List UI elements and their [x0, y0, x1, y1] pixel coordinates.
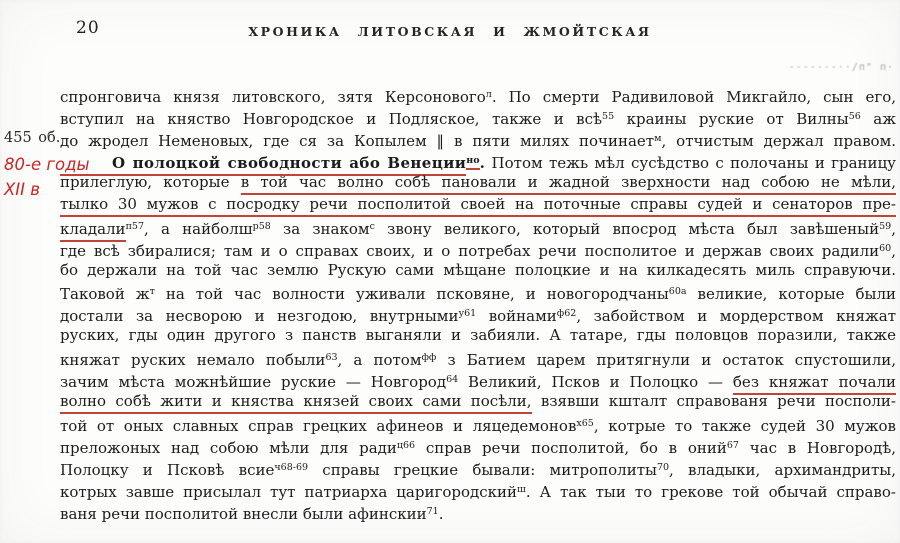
- underlined-text: в той час волно собѣ пановали и жадной зверхности над собою не мѣли,: [241, 173, 896, 195]
- footnote-marker: 67: [726, 440, 739, 451]
- folio-note: 455 об.: [4, 130, 61, 146]
- text-run: Таковой ж: [60, 285, 150, 304]
- text-line: [60, 194, 896, 216]
- text-line: [60, 238, 896, 260]
- footnote-marker: фф: [421, 352, 437, 364]
- underlined-text: волно собѣ жити и княства князей своих сами посѣли,: [60, 392, 532, 414]
- text-run: на той час волности уживали псковяне, и новогородчаны: [154, 285, 669, 304]
- text-run: ваня речи посполитой внесли были афинскии: [60, 504, 427, 523]
- text-run: вступил на княство Новгородское и Подляское, также и всѣ: [60, 109, 603, 128]
- text-run: , забойством и мордерством княжат: [576, 307, 896, 326]
- footnote-marker: 70: [656, 461, 670, 473]
- page-number: 20: [76, 18, 100, 38]
- text-run: прилеглую, которые: [60, 172, 241, 191]
- footnote-marker: х65: [576, 418, 594, 430]
- text-run: ,: [891, 219, 896, 238]
- text-line: [60, 84, 896, 106]
- text-line: [60, 128, 896, 150]
- text-run: , котрые то также судей 30 мужов: [593, 417, 896, 436]
- footnote-marker: 59: [879, 220, 892, 232]
- footnote-marker: 64: [446, 374, 459, 386]
- footnote-marker: л: [485, 89, 492, 100]
- text-run: . По смерти Радивиловой Микгайло, сын его,: [491, 88, 897, 106]
- date-annotation-line1: 80-е годы: [4, 155, 90, 174]
- text-run: звону великого, который впосрод мѣста был завѣшеный: [374, 219, 880, 238]
- text-run: достали за несворою и незгодою, внутрными: [60, 307, 459, 326]
- text-run: великие, которые были: [686, 285, 896, 304]
- text-run: зачим мѣста можнѣйшие руские — Новгород: [60, 373, 447, 392]
- text-run: где всѣ збиралися; там и о справах своих, и о потребах речи посполитое и держав своих радили: [60, 241, 880, 260]
- body-text: [60, 84, 896, 523]
- footnote-marker: ч68-69: [274, 461, 309, 473]
- underlined-text: без княжат почали: [733, 373, 896, 395]
- text-run: , владыки, архимандриты,: [669, 460, 896, 479]
- footnote-marker: т: [149, 286, 155, 298]
- text-line: [60, 369, 896, 391]
- text-run: той от оных славных справ грецких афинеов и ляцедемонов: [60, 417, 577, 436]
- text-line: [60, 150, 896, 172]
- text-line: [60, 413, 896, 435]
- footnote-marker: ц66: [396, 440, 416, 451]
- footnote-marker: 60а: [668, 286, 687, 298]
- footnote-marker: 63: [325, 352, 338, 364]
- running-title: ХРОНИКА ЛИТОВСКАЯ И ЖМОЙТСКАЯ: [248, 24, 652, 39]
- text-line: [60, 325, 896, 347]
- text-run: руских, гды один другого з панств выганяли и забияли. А татаре, гды половцов поразили, также: [60, 326, 896, 345]
- text-run: спронговича князя литовского, зятя Керсонового: [60, 88, 486, 106]
- text-run: ,: [891, 241, 896, 260]
- text-run: .: [438, 504, 444, 523]
- text-run: . А так тыи то грекове той обычай справо-: [525, 482, 896, 501]
- text-run: з Батием царем притягнули и остаток спустошили,: [436, 351, 896, 370]
- text-line: [60, 391, 896, 413]
- footnote-marker: у61: [458, 308, 477, 320]
- text-run: , отчистым держал правом.: [661, 131, 896, 150]
- text-run: княжат руских немало побыли: [60, 351, 326, 370]
- underlined-text: кладали: [60, 220, 126, 242]
- footnote-marker: 55: [602, 110, 615, 122]
- text-run: краины руские от Вилны: [614, 109, 849, 128]
- section-heading: .: [479, 153, 486, 172]
- text-line: [60, 260, 896, 282]
- footnote-marker: п57: [125, 220, 144, 232]
- text-line: [60, 106, 896, 128]
- text-run: Потом тежь мѣл сусѣдство с полочаны и границу: [485, 153, 897, 172]
- section-heading: О полоцкой свободности або Венеции: [60, 154, 466, 176]
- footnote-marker: р58: [252, 220, 271, 232]
- text-line: [60, 457, 896, 479]
- text-line: [60, 303, 896, 325]
- text-run: , а найболш: [143, 219, 253, 238]
- text-run: взявши кшталт справованя речи посполи-: [531, 392, 896, 411]
- text-line: [60, 281, 896, 303]
- text-run: преложоных над собою мѣли для ради: [60, 439, 397, 457]
- text-line: [60, 347, 896, 369]
- text-run: до жродел Неменовых, где ся за Копылем ‖ в пяти милях починает: [60, 131, 655, 150]
- text-line: [60, 216, 896, 238]
- footnote-marker: с: [369, 220, 375, 232]
- footnote-marker: ш: [517, 483, 526, 495]
- text-run: справ речи посполитой, бо в оний: [415, 439, 727, 457]
- text-run: Великий, Псков и Полоцко —: [458, 373, 733, 392]
- footnote-marker: ф62: [556, 308, 577, 320]
- text-run: за знаком: [270, 219, 370, 238]
- text-run: бо держали на той час землю Рускую сами мѣщане полоцкие и на килкадесять миль справуючи.: [60, 260, 896, 279]
- text-line: [60, 501, 896, 523]
- footnote-marker: 71: [426, 505, 439, 517]
- underlined-text: тылко 30 мужов с посродку речи посполитой своей на поточные справы судей и сенаторов пре-: [60, 195, 896, 217]
- footnote-marker: 56: [848, 110, 861, 122]
- text-run: час в Новгородѣ,: [738, 439, 897, 457]
- footnote-marker: м: [654, 132, 662, 144]
- text-run: Полоцку и Псковѣ всие: [60, 460, 275, 479]
- text-run: справы грецкие бывали: митрополиты: [308, 460, 657, 479]
- text-run: аж: [860, 109, 896, 128]
- text-line: [60, 479, 896, 501]
- footnote-marker: 60: [879, 242, 892, 254]
- text-line: [60, 172, 896, 194]
- text-run: котрых завше присылал тут патриарха царигородский: [60, 482, 518, 501]
- text-run: войнами: [476, 307, 557, 326]
- footnote-marker: но: [466, 155, 479, 170]
- date-annotation-line2: XII в: [4, 180, 41, 199]
- text-run: , а потом: [337, 351, 422, 370]
- scan-artifact: -------··/п" п·: [788, 62, 894, 73]
- text-line: [60, 435, 896, 457]
